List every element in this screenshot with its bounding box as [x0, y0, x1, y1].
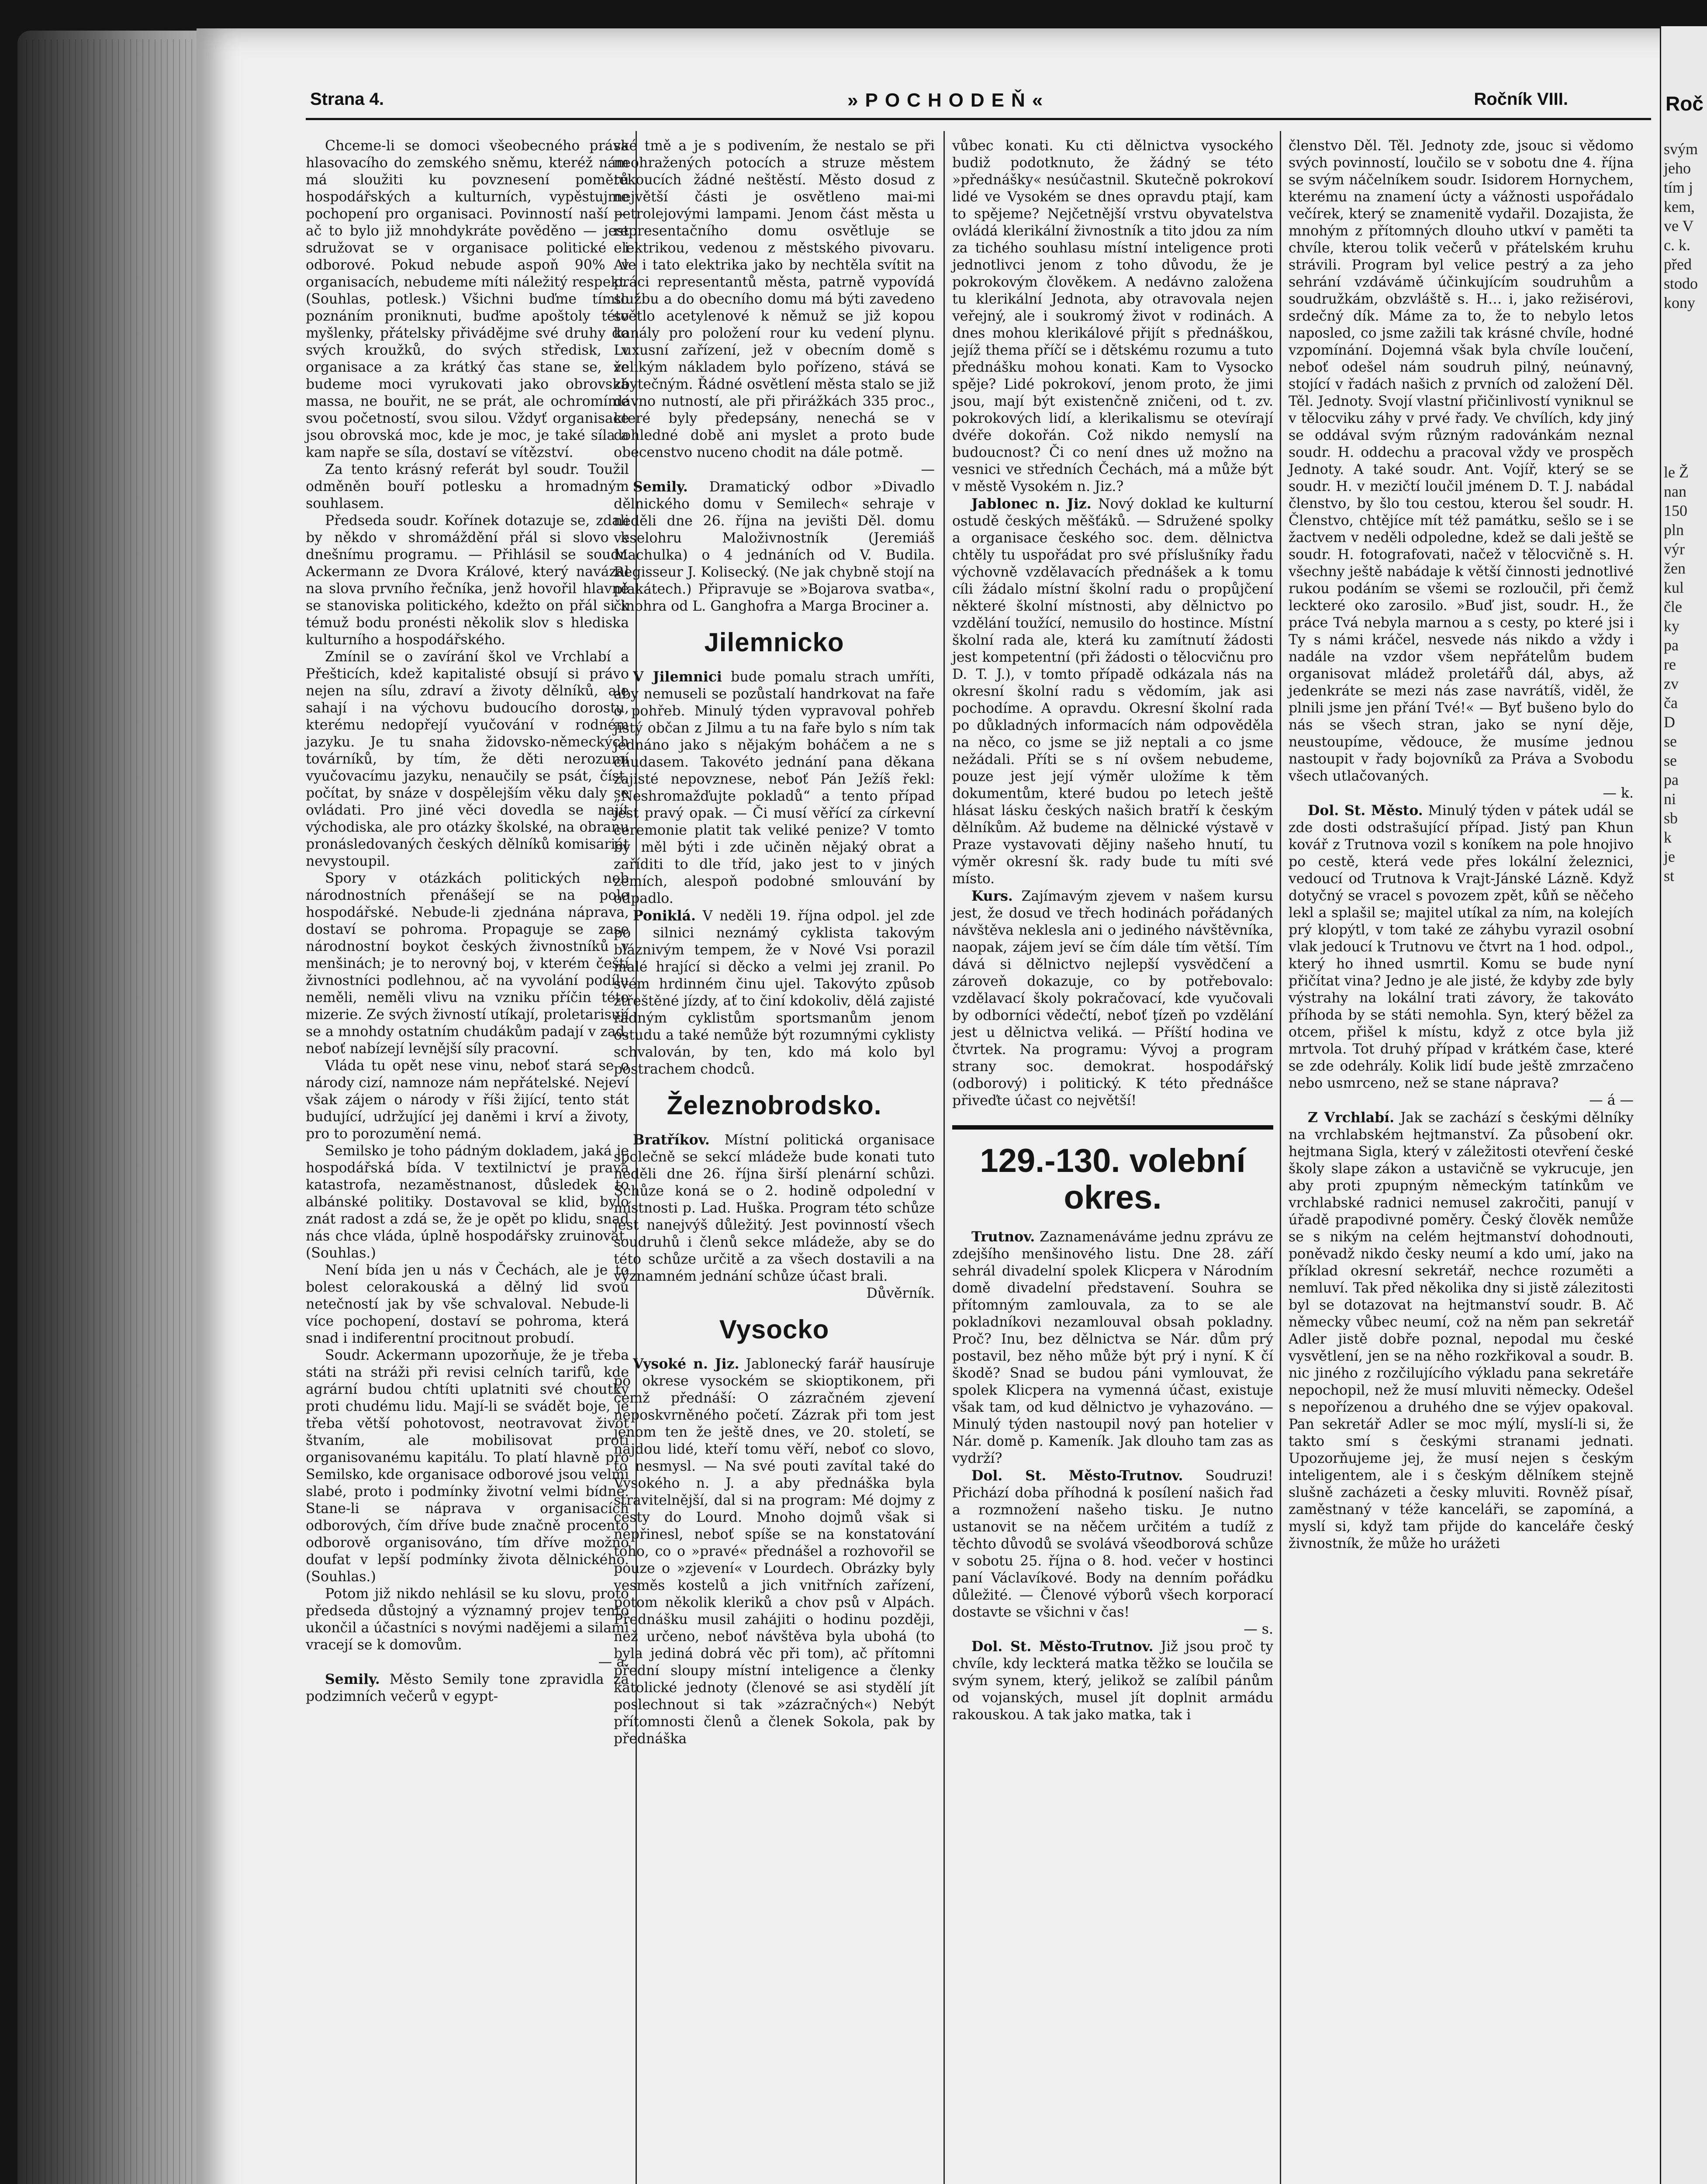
adjacent-page-text-fragment: svým: [1664, 140, 1698, 158]
adjacent-page-text-fragment: žen: [1664, 560, 1686, 577]
article-paragraph: Semilsko je toho pádným dokladem, jaká je hospodářská bída. V textilnictví je pravá katastrofa, nezaměstnanost, důsledek to albánské politiky. Dostavoval se klid, bylo znát radost a zdá se, že je opět po klidu, snad nás chce vláda, úplně hospodářsky zruinovat. (Souhlas.): [306, 1143, 629, 1261]
article-paragraph: Spory v otázkách politických neb národnostních přenášejí se na pole hospodářské. Nebude-li zjednána náprava, dostaví se pohroma. Propaguje se zase národnostní boykot českých živnostníků v menšinách; je to nerovný boj, v kterém čeští živnostníci podlehnou, ač na vyvolání podílu neměli, neměli vlivu na vzniku příčin této mizerie. Ze svých živností utíkají, proletarisují se a mnohdy ostatním chudákům padají v zad, neboť nabízejí levnější síly pracovní.: [306, 871, 629, 1057]
section-rule: [952, 1125, 1273, 1130]
article-paragraph: členstvo Děl. Těl. Jednoty zde, jsouc si vědomo svých povinností, loučilo se v sobotu dne 4. října se svým náčelníkem soudr. Isidorem Hornychem, kterému na znamení úcty a vážnosti uspořádalo večírek, který se znamenitě vydařil. Dozajista, že mnohým z přítomných dlouho utkví v paměti ta chvíle, kterou tolik večerů v přátelském kruhu strávili. Program byl velice pestrý a za jeho sehrání vzdávámě účinkujícím soudruhům a soudružkám, obzvláště s. H… i, jako režisérovi, srdečný dík. Máme za to, že to nebylo letos naposled, co jsme zažili tak krásné chvíle, hodné vzpomínání. Dojemná však byla chvíle loučení, neboť odešel nám soudruh pilný, neúnavný, stojící v řadách našich z prvních od založení Děl. Těl. Jednoty. Svojí vlastní přičinlivostí vyniknul se v tělocviku záhy v prvé řady. Ve chvílích, kdy jiný se oddával svým různým radovánkám neznal soudr. H. oddechu a pracoval vždy ve prospěch Jednoty. A také soudr. Ant. Vojíř, který se se soudr. H. v mezičtí loučil jménem D. T. J. nabádal členstvo, by šlo tou cestou, kterou šel soudr. H. Členstvo, chtějíce mít též památku, sešlo se i se žactvem v neděli odpoledne, kdež se dali ještě se soudr. H. fotografovati, načež v tělocvičně s. H. všechny ještě nabádaje k větší činnosti jednotlivé rukou podáním se všemi se rozloučil, při čemž leckteré oko zarosilo. »Buď jist, soudr. H., že práce Tvá nebyla marnou a s cesty, po které jsi i Ty s námi kráčel, nesvede nás nikdo a vždy i nadále na vzdor všem nepřátelům budem organisovat mládež proletářů dál, abys, až jedenkráte se mezi nás zase navrátíš, viděl, že plnili jsme jen přání Tvé!« — Byť bušeno bylo do nás se všech stran, jako se nyní děje, neustoupíme, vědouce, že musíme jednou nastoupit v řady bojovníků za Práva a Svobodu všech utlačovaných.: [1289, 138, 1634, 784]
column-3: [952, 138, 1273, 1724]
paragraph-text: Soudruzi! Přichází doba příhodná k posílení našich řad a rozmnožení našeho tisku. Je nutno ustanovit se na něčem určitém a tudíž z těchto důvodů se svolává všeodborová schůze v sobotu 25. října o 8. hod. večer v hostinci paní Václavíkové. Body na denním pořádku důležité. — Členové výborů všech korporací dostavte se všichni v čas!: [952, 1468, 1273, 1620]
adjacent-page-text-fragment: kul: [1664, 579, 1684, 596]
adjacent-page-text-fragment: výr: [1664, 540, 1685, 558]
column-4: [1289, 138, 1634, 1552]
section-heading: Jilemnicko: [704, 628, 844, 657]
adjacent-page-text-fragment: tím j: [1664, 179, 1693, 196]
paragraph-text: Dramatický odbor »Divadlo dělnického domu v Semilech« sehraje v neděli dne 26. října na jevišti Děl. domu veselohru Maloživnostník (Jeremiáš Machulka) o 4 jednáních od V. Budila. Regisseur J. Kolisecký. (Ne jak chybně stojí na plakátech.) Připravuje se »Bojarova svatba«, činohra od L. Ganghofra a Marga Brociner a.: [614, 479, 935, 614]
adjacent-page-text-fragment: D: [1664, 713, 1675, 731]
column-1: [306, 138, 629, 1705]
paragraph-text: Zajímavým zjevem v našem kursu jest, že dosud ve třech hodinách pořádaných návštěva neklesla ani o jediného návštěvníka, naopak, zájem jeví se čím dále tím větší. Tím dává si dělnictvo nejlepší vysvědčení a zároveň dokazuje, co by potřebovalo: vzdělavací školy pokračovací, kde vyučovali by odborníci vědečtí, neboť ţízeň po vzdělání jest u dělnictva veliká. — Příští hodina ve čtvrtek. Na programu: Vývoj a program strany soc. demokrat. hospodářský (odborový) i politický. K této přednášce přiveďte účast co největší!: [952, 888, 1273, 1109]
adjacent-page-text-fragment: ča: [1664, 694, 1678, 712]
paragraph-text: Jablonecký farář hausíruje po okrese vysockém se skioptikonem, při čemž přednáší: O zázračném zjevení neposkvrněného početí. Zázrak při tom jest jenom ten že ještě dnes, ve 20. století, se najdou lidé, kteří tomu věří, neboť co slovo, to nesmysl. — Na své pouti zavítal také do Vysokého n. J. a aby přednáška byla stravitelnější, dal si na program: Mé dojmy z cesty do Lourd. Mnoho dojmů však si nepřinesl, neboť spíše se na konstatování toho, co o »pravé« přednášel a rozhovořil se pouze o »zjevení« v Lourdech. Obrázky byly vesměs kostelů a jich vnitřních zařízení, potom několik kleriků a chov psů v Alpách. Přednášku musil zahájiti o hodinu později, než určeno, neboť návštěva byla ubohá (to byla jediná dobrá věc při tom), ač přítomni přední sloupy místní inteligence a členky katolické jednoty (členové se asi stydělí jít poslechnout si tak »zázračných«) Nebýt přítomnosti členů a členek Sokola, pak by přednáška: [614, 1356, 935, 1747]
article-paragraph: [614, 478, 935, 615]
paragraph-text: Místní politická organisace společně se sekcí mládeže bude konati tuto neděli dne 26. října širší plenární schůzi. Schůze koná se o 2. hodině odpolední v místnosti p. Lad. Huška. Program této schůze jest nanejvýš důležitý. Jest povinností všech soudruhů i členů sekce mládeže, aby se do této schůze určitě a za všech dostavili a na významném jednání schůze účast brali.: [614, 1132, 935, 1284]
place-lead: Kurs.: [971, 888, 1013, 904]
paragraph-text: bude pomalu strach umříti, aby nemuseli se pozůstalí handrkovat na faře o pohřeb. Minulý týden vypravoval pohřeb jistý občan z Jilmu a tu na faře bylo s ním tak jednáno jako s nějakým boháčem a ne s chudasem. Takovéto jednání pana děkana zajisté nepovznese, neboť Pán Ježíš řekl: „Neshromažďujte pokladů“ a tento případ jest pravý opak. — Či musí věřící za církevní ceremonie platit tak veliké penize? V tomto by měl býti i zde učiněn nějaký obrat a zaříditi to dle tříd, jako jest to v jiných zemích, alespoň podobné smlouvání by odpadlo.: [614, 669, 935, 906]
article-paragraph: Soudr. Ackermann upozorňuje, že je třeba státi na stráži při revisi celních tarifů, kde agrární budou chtíti uplatniti své choutky proti chudému lidu. Mají-li se svádět boje, je třeba větší pohotovost, neotravovat život štvaním, ale mobilisovat proti organisovanému kapitálu. To platí hlavně pro Semilsko, kde organisace odborové jsou velmi slabé, proto i podmínky životní velmi bídné. Stane-li se náprava v organisacích odborových, čím dříve bude značně procento odborově organisováno, tím dříve možno doufat v lepší podmínky života dělnického. (Souhlas.): [306, 1348, 629, 1585]
article-paragraph: [952, 1467, 1273, 1621]
adjacent-page-text-fragment: st: [1664, 867, 1675, 885]
article-paragraph: Vláda tu opět nese vinu, neboť stará se o národy cizí, namnoze nám nepřátelské. Nejeví však zájem o národy v říši žijící, tento stát budující, udržující jej daněmi i krví a životy, pro to porozumění nemá.: [306, 1058, 629, 1142]
paragraph-text: Minulý týden v pátek udál se zde dosti odstrašující případ. Jistý pan Khun kovář z Trutnova vozil s koníkem na pole hnojivo po cestě, která vede přes lokální železnici, vedoucí od Trutnova k Vrajt-Jánské Lázně. Když dotyčný se vracel s povozem zpět, kůň se něčeho lekl a splašil se; majitel utíkal za ním, na kolejích prý klopýtl, v tom také ze záhybu vyrazil osobní vlak jedoucí k Trutnovu ve čtvrt na 1 hod. odpol., který ho ihned usmrtil. Komu se bude nyní přičítat vina? Jedno je ale jisté, že kdyby zde byly výstrahy na lokální trati závory, že takováto příhoda by se státi nemohla. Syn, který běžel za otcem, přišel k místu, když z otce byla již mrtvola. Tot druhý případ v krátkém čase, které se zde odehrály. Kolik lidí bude ještě zmrzačeno nebo usmrceno, než se stane náprava?: [1289, 803, 1634, 1091]
column-2: [614, 138, 935, 1748]
adjacent-page-text-fragment: kony: [1664, 294, 1695, 311]
district-heading: 129.-130. volební okres.: [980, 1142, 1246, 1216]
paragraph-text: Nový doklad ke kulturní ostudě českých měšťáků. — Sdružené spolky a organisace českého soc. dem. dělnictva chtěly tu uspořádat pro své příslušníky řadu výchovně vzdělavacích přednášek a k tomu cíli žádalo místní školní radu o propůjčení některé školní místnosti, aby dělnictvo po vzdělání toužící, nemusilo do hostince. Místní školní rada ale, která ku zamítnutí žádosti jest kompetentní (při žádosti o tělocvičnu pro D. T. J.), v tomto případě odkázala nás na okresní školní radu s vědomím, jak asi pochodíme. A opravdu. Okresní školní rada po důkladných informacích nám odpověděla na něco, co jsme se již neptali a co jsme nežádali. Příti se s ní ovšem nebudeme, pouze jest její výměr uložíme k těm dokumentům, které budou po letech ještě hlásat lásku českých našich bratří k českým dělníkům. Až budeme na dělnické výstavě v Praze vystavovati dějiny našeho hnutí, tu výměr okresní šk. rady bude tu míti své místo.: [952, 496, 1274, 887]
article-paragraph: [614, 668, 935, 907]
adjacent-page-text-fragment: čle: [1664, 598, 1682, 615]
article-paragraph: [952, 495, 1273, 888]
place-lead: Dol. St. Město-Trutnov.: [971, 1638, 1154, 1655]
article-paragraph: Není bída jen u nás v Čechách, ale je to bolest celorakouská a dělný lid svou netečností jak by vše schvaloval. Nebude-li více pochopení, dostaví se pohroma, která snad i indiferentní procitnout probudí.: [306, 1262, 629, 1346]
adjacent-page-text-fragment: 150: [1664, 502, 1687, 519]
place-lead: Semily.: [325, 1671, 380, 1687]
paragraph-text: Zaznamenáváme jednu zprávu ze zdejšího menšinového listu. Dne 28. září sehrál divadelní spolek Klicpera v Národním domě divadelní představení. Souhra se přítomným zamlouvala, za to se ale pokladníkovi nezamlouval obsah pokladny. Proč? Inu, bez dělnictva se Nár. dům prý postavil, bez něho může být prý i nyní. K čí škodě? Snad se budou páni vymlouvat, že spolek Klicpera na vymenná účast, existuje však tam, od kud dělnictvo je vyhazováno. — Minulý týden nastoupil nový pan hotelier v Nár. domě p. Kameník. Jak dlouho tam zas as vydrží?: [952, 1229, 1273, 1466]
paragraph-text: Jak se zachází s českými dělníky na vrchlabském hejtmanství. Za působení okr. hejtmana Sigla, který v záležitosti otevření české školy slape zákon a ustavičně se vykrucuje, jen aby proti zpupným německým tatínkům ve vrchlabské radnici nemusel zakročiti, panují v úřadě prapodivné poměry. Český člověk nemůže se s nikým na celém hejtmanství dohodnouti, poněvadž nikdo česky neumí a kdo umí, jako na příklad okresní sekretář, nechce rozuměti a nemluví. Tak před několika dny si jistě zálezitosti byl se dotazovat na hejtmanství soudr. B. Ač německy vůbec neumí, což na něm pan sekretář Adler jistě dobře poznal, nepodal mu české vysvětlení, jen se na něho rozkřikoval a soudr. B. nic jiného z rozčilujícího výkladu pana sekretáře nepochopil, než že musí mluviti německy. Odešel s nepořízenou a druhého dne se výjev opakoval. Pan sekretář Adler se moc mýlí, myslí-li si, že takto smí s českými stranami jednati. Upozorňujeme jej, že musí nejen s českým inteligentem, ale i s českým dělníkem stejně slušně zacházeti a česky mluviti. Rovněž písař, zaměstnaný v téže kanceláři, se zapomíná, a myslí si, když tam přijde do kanceláře český živnostník, že může ho urážeti: [1289, 1110, 1634, 1552]
adjacent-page-text-fragment: ky: [1664, 617, 1679, 635]
place-lead: Dol. St. Město.: [1308, 802, 1423, 819]
paragraph-text: Město Semily tone zpravidla za podzimních večerů v egypt-: [306, 1672, 629, 1704]
newspaper-title: »POCHODEŇ«: [847, 90, 1050, 111]
column-divider: [943, 131, 945, 2184]
place-lead: Semily.: [633, 479, 688, 495]
volume-label: Ročník VIII.: [1474, 90, 1568, 109]
article-signature: — á —: [1589, 1092, 1634, 1108]
paragraph-text: Již jsou proč ty chvíle, kdy leckterá matka těžko se loučila se svým synem, který, jelikož se zalíbil pánům od vojanských, musel jít doplnit armádu rakouskou. A tak jako matka, tak i: [952, 1639, 1273, 1723]
adjacent-page-text-fragment: pln: [1664, 521, 1684, 539]
place-lead: Bratříkov.: [633, 1132, 710, 1148]
article-paragraph: [614, 907, 935, 1078]
article-paragraph: ské tmě a je s podivením, že nestalo se při neohražených potocích a struze městem tekoucích žádné neštěstí. Město dosud z největší části je osvětleno mai-mi petrolejovými lampami. Jenom část města u representačního domu osvětluje se elektrikou, vedenou z městského pivovaru. Ale i tato elektrika jako by nechtěla svítit na práci representantů města, patrně vypovídá službu a do obecního domu má býti zavedeno světlo acetylenové k němuž se již kopou kanály pro položení rour ku vedení plynu. Luxusní zařízení, jež v obecním domě s velikým nákladem bylo pořízeno, stává se zbytečným. Řádné osvětlení města stalo se již dávno nutností, ale při přirážkách 335 proc., které byly předepsány, nenechá se v dohledné době ani myslet a proto bude obecenstvo nuceno chodit na dále potmě.: [614, 138, 935, 460]
adjacent-page-text-fragment: jeho: [1664, 159, 1691, 177]
paragraph-text: V neděli 19. října odpol. jel zde po silnici neznámý cyklista takovým bláznivým tempem, že v Nové Vsi porazil malé hrající si děcko a velmi jej zranil. Po svém hrdinném činu ujel. Takovýto způsob ztřeštěné jízdy, ať to činí kdokoliv, dělá zajisté řádným cyklistům sportsmanům jenom ostudu a také nemůže být rozumnými cyklisty schvalován, by ten, kdo má kolo byl postrachem chodců.: [614, 908, 935, 1077]
place-lead: V Jilemnici: [633, 669, 722, 685]
adjacent-page-text-fragment: zv: [1664, 675, 1679, 692]
adjacent-page-text-fragment: stodo: [1664, 275, 1698, 292]
article-paragraph: [952, 888, 1273, 1109]
place-lead: Poniklá.: [633, 908, 696, 924]
article-signature: Důvěrník.: [866, 1286, 935, 1301]
section-heading: Vysocko: [719, 1315, 829, 1344]
adjacent-page-text-fragment: ni: [1664, 790, 1676, 808]
place-lead: Trutnov.: [971, 1229, 1035, 1245]
article-paragraph: [614, 1131, 935, 1285]
article-paragraph: Předseda soudr. Kořínek dotazuje se, zdali by někdo v shromáždění přál si slovo k dnešnímu programu. — Přihlásil se soudr. Ackermann ze Dvora Králové, který navázal na slova prvního řečníka, jenž hovořil hlavně se stanoviska politického, kdežto on přál si k témuž bodu pronésti několik slov s hlediska kulturního a hospodářského.: [306, 513, 629, 648]
adjacent-page-header: Roč: [1666, 92, 1704, 115]
adjacent-page-text-fragment: k: [1664, 829, 1672, 846]
article-signature: — k.: [1603, 785, 1634, 801]
adjacent-page-text-fragment: re: [1664, 656, 1676, 673]
article-signature: — s.: [1244, 1621, 1273, 1637]
adjacent-page-text-fragment: je: [1664, 848, 1675, 865]
adjacent-page-text-fragment: se: [1664, 733, 1677, 750]
adjacent-page-text-fragment: ve V: [1664, 217, 1694, 235]
article-paragraph: Potom již nikdo nehlásil se ku slovu, proto předseda důstojný a významný projev tento ukončil a účastníci s novými nadějemi a silami vracejí se k domovům.: [306, 1586, 629, 1653]
adjacent-page-text-fragment: sb: [1664, 809, 1678, 827]
article-paragraph: Zmínil se o zavírání škol ve Vrchlabí a Přešticích, kdež kapitalisté obsují si právo nejen na sílu, zdraví a životy dělníků, ale sahají i na výchovu budoucího dorostu, kterému nedopřejí vyučování v rodném jazyku. Je tu snaha židovsko-německých továrníků, by tím, že děti nerozumí vyučovacímu jazyku, nenaučily se psát, číst, počítat, by snáze v dospělejším věku daly se ovládati. Pro jiné věci dovedla se najít východiska, ale pro otázky školské, na obranu pronásledovaných českých dělníků komisariát nevystoupil.: [306, 649, 629, 869]
article-paragraph: vůbec konati. Ku cti dělnictva vysockého budiž podotknuto, že žádný se této »přednášky« nesúčastnil. Skutečně pokrokoví lidé ve Vysokém se dnes opravdu ptají, kam to spějeme? Nejčetnější vrstvu obyvatelstva ovládá klerikální živnostník a tito jdou za ním za tichého souhlasu místní inteligence proti jednotlivci jenom z toho důvodu, že je pokrokovým člověkem. A nedávno založena tu klerikální Jednota, aby otravovala nejen veřejný, ale i soukromý život v rodinách. A dnes mohou klerikálové přijít s přednáškou, jejíž thema příčí se i dětskému rozumu a tuto přednášku mohou konati. Kam to Vysocko spěje? Lidé pokrokoví, jenom proto, že jimi jsou, mají být existenčně zničeni, od t. zv. pokrokových lidí, a klerikalismu se otevírají dvéře dokořán. Což nikdo nemyslí na budoucnost? Či co není dnes už možno na vesnici ve středních Čechách, má a může být v městě Vysokém n. Jiz.?: [952, 138, 1273, 494]
place-lead: Z Vrchlabí.: [1308, 1109, 1395, 1126]
adjacent-page-text-fragment: c. k.: [1664, 236, 1690, 254]
article-signature: —: [921, 462, 935, 477]
place-lead: Dol. St. Město-Trutnov.: [971, 1468, 1183, 1484]
section-heading: Železnobrodsko.: [667, 1091, 882, 1120]
article-paragraph: Chceme-li se domoci všeobecného práva hlasovacího do zemského sněmu, kteréž nám má sloužiti ku povznesení poměrů hospodářských a kulturních, vypěstujme pochopení pro organisaci. Povinností naší — ač to bylo již mnohdykráte pověděno — jest sdružovat se v organisace politické i odborové. Pokud nebude aspoň 90% v organisacích, nebudeme míti náležitý respekt. (Souhlas, potlesk.) Všichni buďme tímto poznáním proniknuti, buďme apoštoly této myšlenky, přátelsky přivádějme své druhy do svých kroužků, do svých středisk, v organisace a za krátký čas stane se, že budeme moci vyrukovati jako obrovská massa, ne bouřit, ne se prát, ale ochromíme svou početností, svou silou. Vždyť organisace jsou obrovská moc, kde je moc, je také síla a kam napře se síla, dostaví se vítězství.: [306, 138, 629, 460]
place-lead: Jablonec n. Jiz.: [971, 496, 1092, 512]
article-paragraph: Za tento krásný referát byl soudr. Toužil odměněn bouří potlesku a hromadným souhlasem.: [306, 462, 629, 511]
article-paragraph: [306, 1671, 629, 1705]
article-paragraph: [952, 1638, 1273, 1724]
adjacent-page-text-fragment: před: [1664, 256, 1692, 273]
article-paragraph: [614, 1355, 935, 1748]
header-rule: [306, 118, 1651, 120]
page-header: [310, 90, 1647, 116]
adjacent-page-text-fragment: le Ž: [1664, 463, 1689, 481]
page-number: Strana 4.: [310, 90, 384, 109]
article-signature: — a.: [598, 1654, 629, 1670]
article-paragraph: [1289, 802, 1634, 1092]
adjacent-page-edge: [1660, 26, 1707, 2184]
article-paragraph: [1289, 1109, 1634, 1552]
column-divider: [1280, 131, 1281, 2184]
adjacent-page-text-fragment: se: [1664, 752, 1677, 769]
place-lead: Vysoké n. Jiz.: [633, 1356, 739, 1372]
adjacent-page-text-fragment: kem,: [1664, 198, 1695, 215]
article-paragraph: [952, 1228, 1273, 1467]
adjacent-page-text-fragment: nan: [1664, 483, 1686, 500]
adjacent-page-text-fragment: pa: [1664, 636, 1679, 654]
adjacent-page-text-fragment: pa: [1664, 771, 1679, 788]
